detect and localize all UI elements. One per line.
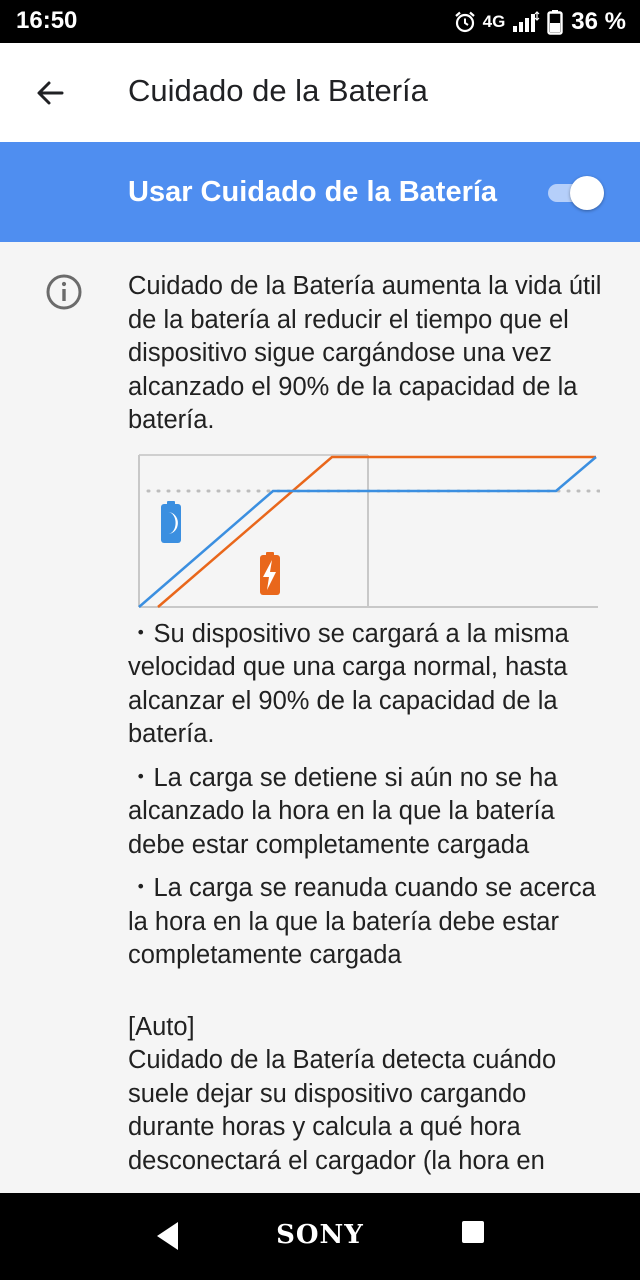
app-bar <box>0 43 640 142</box>
normal-charge-line <box>158 457 596 607</box>
switch-thumb <box>570 176 604 210</box>
charging-diagram <box>138 454 600 610</box>
status-time: 16:50 <box>16 7 78 34</box>
status-bar <box>0 0 640 43</box>
status-icons <box>453 7 626 37</box>
battery-charging-icon <box>260 552 280 595</box>
text-column <box>128 270 618 1178</box>
auto-mode-text: Cuidado de la Batería detecta cuándo suele dejar su dispositivo cargando durante horas y calcula a qué hora desconectará el cargador (la hora en <box>128 1046 557 1175</box>
description-text: Cuidado de la Batería aumenta la vida útil de la batería al reducir el tiempo que el dispositivo sigue cargándose una vez alcanzado el 90% de la capacidad de la batería. <box>128 272 602 434</box>
nav-back-icon[interactable] <box>152 1219 188 1253</box>
battery-care-icon <box>161 501 181 543</box>
toggle-label: Usar Cuidado de la Batería <box>128 176 498 208</box>
battery-icon <box>547 9 563 35</box>
navigation-bar <box>0 1193 640 1280</box>
alarm-icon <box>453 10 477 34</box>
network-type: 4G <box>482 12 506 31</box>
master-toggle-row[interactable] <box>0 142 640 242</box>
content-scroll[interactable] <box>0 242 640 1193</box>
bullet-text: ・La carga se detiene si aún no se ha alcanzado la hora en la que la batería debe estar completamente cargada <box>128 763 558 859</box>
nav-recents-icon[interactable] <box>462 1221 484 1243</box>
page-title: Cuidado de la Batería <box>128 73 428 108</box>
battery-care-switch[interactable] <box>546 174 608 212</box>
bullet-text: ・La carga se reanuda cuando se acerca la hora en la que la batería debe estar completamente cargada <box>128 874 596 969</box>
signal-icon <box>511 10 541 34</box>
spacer <box>128 973 618 1011</box>
arrow-back-icon <box>34 77 66 109</box>
brand-logo: SONY <box>276 1220 364 1250</box>
info-icon <box>44 272 84 312</box>
back-button[interactable] <box>26 69 74 117</box>
bullet-text: ・Su dispositivo se cargará a la misma velocidad que una carga normal, hasta alcanzar el 90% de la capacidad de la batería. <box>128 619 569 748</box>
auto-mode-title: [Auto] <box>128 1012 195 1041</box>
battery-percent: 36 % <box>571 8 626 35</box>
